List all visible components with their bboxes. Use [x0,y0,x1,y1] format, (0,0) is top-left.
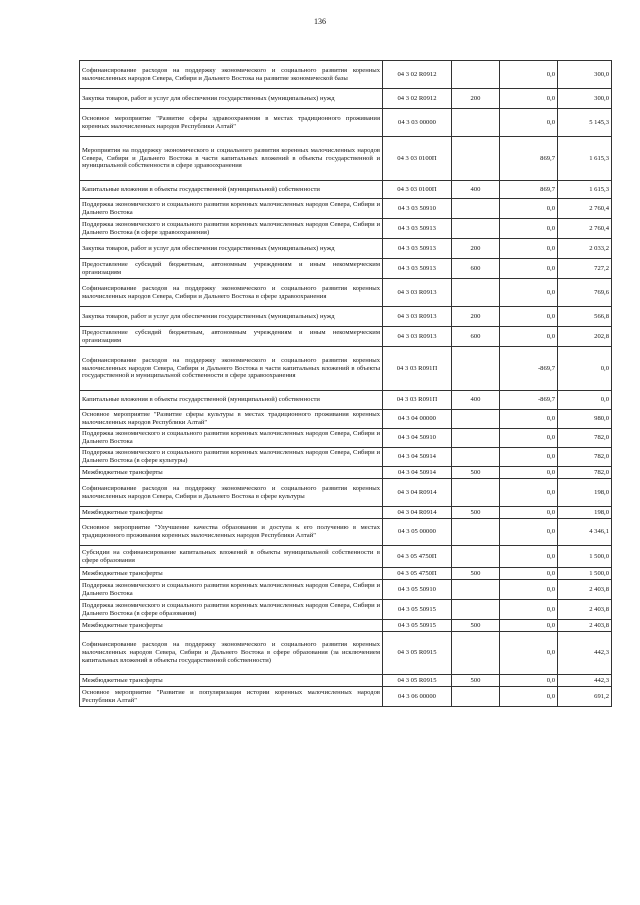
row-value-2-cell: 202,8 [558,327,612,347]
row-value-1-cell: 869,7 [500,181,558,199]
table-row [80,675,612,687]
row-name-cell: Межбюджетные трансферты [80,467,383,479]
row-value-2-cell: 0,0 [558,391,612,410]
row-value-2-cell: 300,0 [558,89,612,109]
row-value-2-cell: 0,0 [558,347,612,391]
row-value-1-cell: 0,0 [500,507,558,519]
row-value-1-cell: 0,0 [500,448,558,467]
row-code-cell: 04 3 05 4750П [383,568,452,580]
row-name-cell: Основное мероприятие "Развитие сферы здравоохранения в местах традиционного проживания коренных малочисленных народов Республики Алтай" [80,109,383,137]
row-expense-type-cell [452,410,500,429]
row-value-2-cell: 727,2 [558,259,612,279]
row-value-1-cell: 0,0 [500,307,558,327]
row-expense-type-cell: 500 [452,507,500,519]
row-value-2-cell: 782,0 [558,467,612,479]
table-row [80,620,612,632]
row-value-1-cell: 0,0 [500,219,558,239]
row-expense-type-cell [452,687,500,707]
row-code-cell: 04 3 03 R091П [383,391,452,410]
row-name-cell: Поддержка экономического и социального развития коренных малочисленных народов Севера, Сибири и Дальнего Востока (в сфере образования) [80,600,383,620]
row-value-1-cell: 0,0 [500,199,558,219]
row-code-cell: 04 3 03 50913 [383,239,452,259]
table-row [80,219,612,239]
row-name-cell: Закупка товаров, работ и услуг для обеспечения государственных (муниципальных) нужд [80,239,383,259]
table-row [80,307,612,327]
table-row [80,347,612,391]
table-row [80,632,612,675]
table-row [80,137,612,181]
row-value-1-cell: 0,0 [500,568,558,580]
row-expense-type-cell [452,137,500,181]
row-code-cell: 04 3 03 R0913 [383,327,452,347]
row-expense-type-cell [452,347,500,391]
row-name-cell: Предоставление субсидий бюджетным, автономным учреждениям и иным некоммерческим организациям [80,327,383,347]
table-row [80,600,612,620]
row-value-1-cell: 0,0 [500,239,558,259]
row-value-1-cell: 0,0 [500,259,558,279]
row-expense-type-cell [452,479,500,507]
table-row [80,279,612,307]
budget-table [79,60,612,707]
table-row [80,239,612,259]
row-value-2-cell: 782,0 [558,448,612,467]
row-expense-type-cell [452,219,500,239]
row-name-cell: Мероприятия на поддержку экономического и социального развития коренных малочисленных народов Севера, Сибири и Дальнего Востока в части капитальных вложений в объекты государственной и муниципальной собственности в сфере здравоохранения [80,137,383,181]
table-row [80,546,612,568]
row-name-cell: Поддержка экономического и социального развития коренных малочисленных народов Севера, Сибири и Дальнего Востока [80,580,383,600]
table-row [80,507,612,519]
row-code-cell: 04 3 03 0100П [383,137,452,181]
row-value-1-cell: 0,0 [500,429,558,448]
row-value-1-cell: 0,0 [500,479,558,507]
row-value-1-cell: 0,0 [500,519,558,546]
row-expense-type-cell [452,109,500,137]
row-value-1-cell: 0,0 [500,89,558,109]
row-value-2-cell: 2 760,4 [558,219,612,239]
table-row [80,429,612,448]
row-value-1-cell: 0,0 [500,279,558,307]
row-name-cell: Поддержка экономического и социального развития коренных малочисленных народов Севера, Сибири и Дальнего Востока [80,429,383,448]
row-code-cell: 04 3 04 50910 [383,429,452,448]
row-name-cell: Субсидии на софинансирование капитальных вложений в объекты муниципальной собственности в сфере образования [80,546,383,568]
row-code-cell: 04 3 05 4750П [383,546,452,568]
row-name-cell: Софинансирование расходов на поддержку экономического и социального развития коренных малочисленных народов Севера, Сибири и Дальнего Востока в сфере культуры [80,479,383,507]
row-value-2-cell: 1 500,0 [558,568,612,580]
row-value-1-cell: 0,0 [500,546,558,568]
row-name-cell: Межбюджетные трансферты [80,568,383,580]
table-row [80,181,612,199]
row-name-cell: Межбюджетные трансферты [80,675,383,687]
row-code-cell: 04 3 03 50913 [383,219,452,239]
row-name-cell: Софинансирование расходов на поддержку экономического и социального развития коренных малочисленных народов Севера, Сибири и Дальнего Востока на развитие экономической базы [80,61,383,89]
row-value-1-cell: 0,0 [500,580,558,600]
row-name-cell: Межбюджетные трансферты [80,507,383,519]
row-expense-type-cell [452,61,500,89]
row-code-cell: 04 3 02 R0912 [383,89,452,109]
table-row [80,580,612,600]
row-value-1-cell: -869,7 [500,347,558,391]
row-expense-type-cell: 400 [452,181,500,199]
row-name-cell: Поддержка экономического и социального развития коренных малочисленных народов Севера, Сибири и Дальнего Востока (в сфере здравоохранения) [80,219,383,239]
row-value-2-cell: 691,2 [558,687,612,707]
row-value-1-cell: 0,0 [500,61,558,89]
row-expense-type-cell [452,519,500,546]
row-expense-type-cell [452,546,500,568]
row-expense-type-cell [452,632,500,675]
row-value-1-cell: 0,0 [500,109,558,137]
row-value-1-cell: 0,0 [500,327,558,347]
row-expense-type-cell [452,448,500,467]
table-row [80,479,612,507]
table-row [80,259,612,279]
table-row [80,410,612,429]
row-expense-type-cell: 600 [452,259,500,279]
row-expense-type-cell [452,199,500,219]
row-value-1-cell: 0,0 [500,600,558,620]
row-code-cell: 04 3 03 R091П [383,347,452,391]
row-code-cell: 04 3 04 R0914 [383,507,452,519]
row-value-2-cell: 442,3 [558,632,612,675]
row-value-1-cell: 0,0 [500,632,558,675]
row-value-1-cell: 0,0 [500,620,558,632]
table-row [80,467,612,479]
row-name-cell: Предоставление субсидий бюджетным, автономным учреждениям и иным некоммерческим организациям [80,259,383,279]
row-name-cell: Основное мероприятие "Улучшение качества образования и доступа к его получению в местах традиционного проживания коренных малочисленных народов Республики Алтай" [80,519,383,546]
row-value-2-cell: 980,0 [558,410,612,429]
row-code-cell: 04 3 05 R0915 [383,675,452,687]
row-value-1-cell: 0,0 [500,687,558,707]
row-value-2-cell: 2 760,4 [558,199,612,219]
row-name-cell: Софинансирование расходов на поддержку экономического и социального развития коренных малочисленных народов Севера, Сибири и Дальнего Востока в части капитальных вложений в объекты государственной и муниципальной собственности в сфере здравоохранения [80,347,383,391]
row-code-cell: 04 3 05 50910 [383,580,452,600]
row-value-1-cell: 0,0 [500,467,558,479]
row-expense-type-cell: 600 [452,327,500,347]
row-expense-type-cell: 200 [452,239,500,259]
row-name-cell: Основное мероприятие "Развитие и популяризация истории коренных малочисленных народов Республики Алтай" [80,687,383,707]
row-code-cell: 04 3 03 50913 [383,259,452,279]
row-code-cell: 04 3 04 R0914 [383,479,452,507]
table-row [80,199,612,219]
table-row [80,89,612,109]
row-expense-type-cell: 500 [452,568,500,580]
row-value-2-cell: 2 403,8 [558,580,612,600]
row-expense-type-cell [452,600,500,620]
row-value-2-cell: 5 145,3 [558,109,612,137]
row-expense-type-cell: 500 [452,620,500,632]
row-name-cell: Поддержка экономического и социального развития коренных малочисленных народов Севера, Сибири и Дальнего Востока [80,199,383,219]
row-code-cell: 04 3 04 50914 [383,448,452,467]
row-value-2-cell: 566,8 [558,307,612,327]
row-value-2-cell: 1 615,3 [558,137,612,181]
row-name-cell: Закупка товаров, работ и услуг для обеспечения государственных (муниципальных) нужд [80,89,383,109]
row-expense-type-cell: 200 [452,307,500,327]
row-value-2-cell: 198,0 [558,479,612,507]
row-name-cell: Основное мероприятие "Развитие сферы культуры в местах традиционного проживания коренных малочисленных народов Республики Алтай" [80,410,383,429]
row-name-cell: Софинансирование расходов на поддержку экономического и социального развития коренных малочисленных народов Севера, Сибири и Дальнего Востока в сфере образования (за исключением капитальных вложений в объекты государственной собственности) [80,632,383,675]
row-value-2-cell: 2 403,8 [558,600,612,620]
row-code-cell: 04 3 03 R0913 [383,279,452,307]
row-code-cell: 04 3 03 50910 [383,199,452,219]
table-row [80,327,612,347]
row-code-cell: 04 3 03 00000 [383,109,452,137]
row-name-cell: Межбюджетные трансферты [80,620,383,632]
row-code-cell: 04 3 04 00000 [383,410,452,429]
row-code-cell: 04 3 02 R0912 [383,61,452,89]
row-name-cell: Поддержка экономического и социального развития коренных малочисленных народов Севера, Сибири и Дальнего Востока (в сфере культуры) [80,448,383,467]
row-code-cell: 04 3 05 R0915 [383,632,452,675]
row-expense-type-cell: 200 [452,89,500,109]
row-value-2-cell: 2 403,8 [558,620,612,632]
page-number: 136 [314,17,326,26]
table-row [80,448,612,467]
row-code-cell: 04 3 03 R0913 [383,307,452,327]
row-value-2-cell: 300,0 [558,61,612,89]
row-value-1-cell: -869,7 [500,391,558,410]
row-expense-type-cell: 500 [452,467,500,479]
row-value-2-cell: 769,6 [558,279,612,307]
row-code-cell: 04 3 06 00000 [383,687,452,707]
row-code-cell: 04 3 04 50914 [383,467,452,479]
row-expense-type-cell [452,580,500,600]
row-name-cell: Капитальные вложения в объекты государственной (муниципальной) собственности [80,391,383,410]
row-name-cell: Закупка товаров, работ и услуг для обеспечения государственных (муниципальных) нужд [80,307,383,327]
row-value-2-cell: 198,0 [558,507,612,519]
row-expense-type-cell: 400 [452,391,500,410]
table-row [80,391,612,410]
row-code-cell: 04 3 05 50915 [383,600,452,620]
table-row [80,519,612,546]
row-code-cell: 04 3 05 50915 [383,620,452,632]
row-value-2-cell: 782,0 [558,429,612,448]
row-name-cell: Софинансирование расходов на поддержку экономического и социального развития коренных малочисленных народов Севера, Сибири и Дальнего Востока в сфере здравоохранения [80,279,383,307]
row-value-2-cell: 1 615,3 [558,181,612,199]
row-name-cell: Капитальные вложения в объекты государственной (муниципальной) собственности [80,181,383,199]
row-value-1-cell: 0,0 [500,410,558,429]
row-expense-type-cell [452,279,500,307]
table-row [80,687,612,707]
row-value-2-cell: 442,3 [558,675,612,687]
row-expense-type-cell: 500 [452,675,500,687]
row-value-2-cell: 2 033,2 [558,239,612,259]
row-expense-type-cell [452,429,500,448]
row-code-cell: 04 3 03 0100П [383,181,452,199]
row-value-1-cell: 0,0 [500,675,558,687]
row-code-cell: 04 3 05 00000 [383,519,452,546]
row-value-2-cell: 1 500,0 [558,546,612,568]
row-value-1-cell: 869,7 [500,137,558,181]
table-row [80,61,612,89]
table-row [80,109,612,137]
budget-table-body [80,61,612,707]
table-row [80,568,612,580]
row-value-2-cell: 4 346,1 [558,519,612,546]
